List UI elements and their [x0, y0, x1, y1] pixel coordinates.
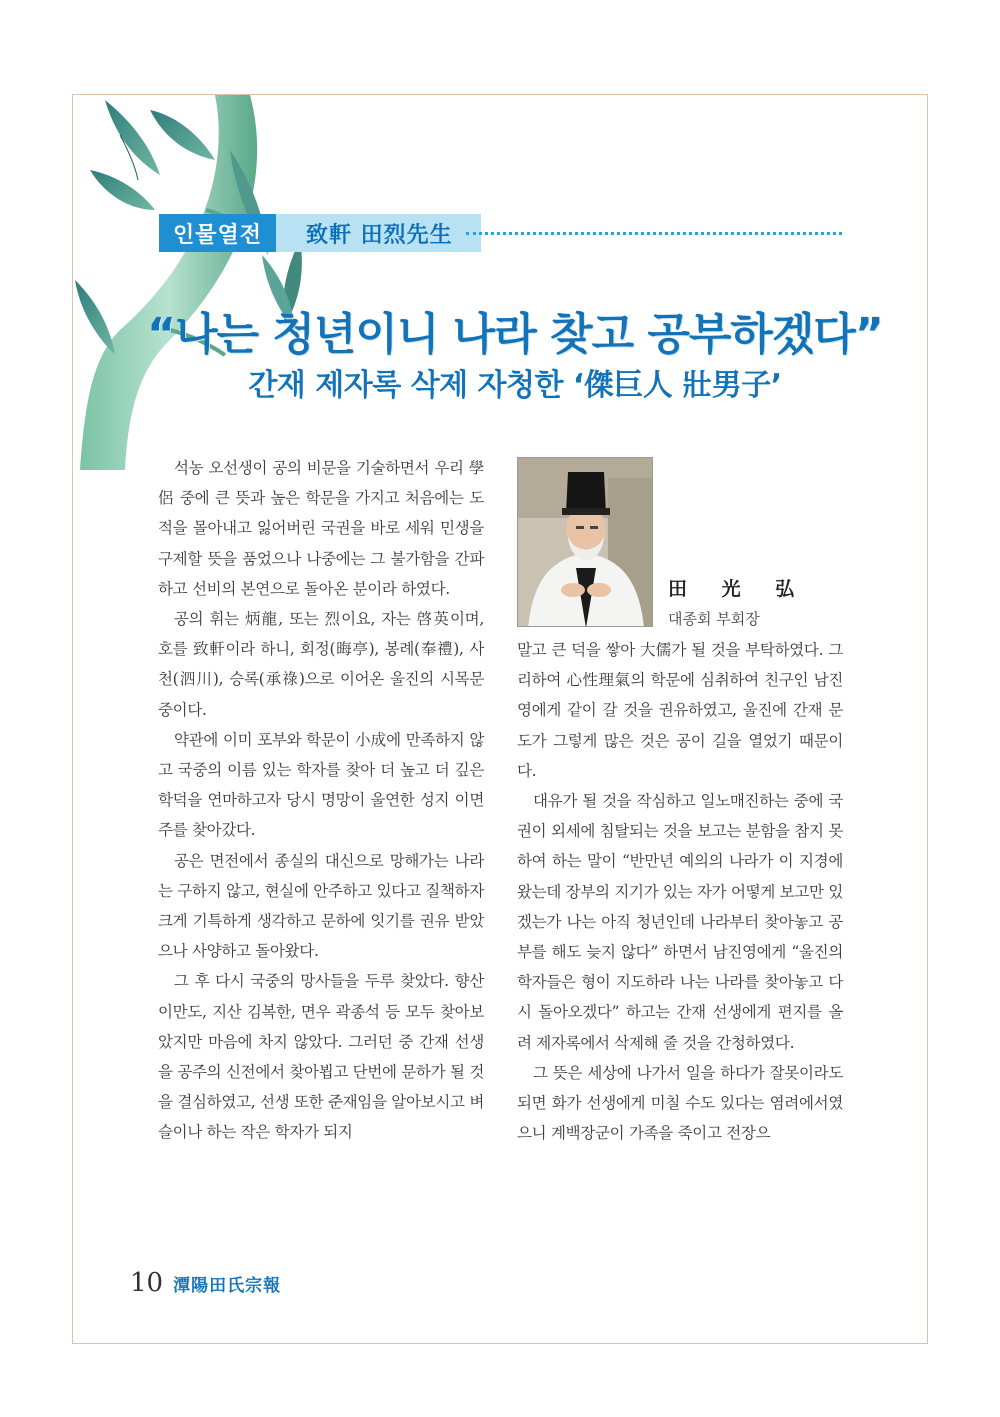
- category-subject: 致軒 田烈先生: [276, 214, 481, 252]
- paragraph: 그 후 다시 국중의 망사들을 두루 찾았다. 향산 이만도, 지산 김복한, 면우 곽종석 등 모두 찾아보았지만 마음에 차지 않았다. 그러던 중 간재 선생을 공주의 신전에서 찾아뵙고 단번에 문하가 될 것을 결심하였고, 선생 또한 준재임을 알아보시고 벼슬이나 하는 작은 학자가 되지: [158, 972, 484, 1142]
- page-footer: [130, 1268, 281, 1298]
- paragraph: 석농 오선생이 공의 비문을 기술하면서 우리 學侶 중에 큰 뜻과 높은 학문을 가지고 처음에는 도적을 몰아내고 잃어버린 국권을 바로 세워 민생을 구제할 뜻을 품었으나 나중에는 그 불가함을 간파하고 선비의 본연으로 돌아온 분이라 하였다.: [158, 459, 484, 598]
- headline: “나는 청년이니 나라 찾고 공부하겠다”: [147, 309, 883, 360]
- paragraph: 공의 휘는 炳龍, 또는 烈이요, 자는 啓英이며, 호를 致軒이라 하니, 회정(晦亭), 봉례(奉禮), 사천(泗川), 승록(承祿)으로 이어온 울진의 시목문중이다.: [158, 610, 484, 719]
- category-label: 인물열전: [159, 214, 276, 252]
- article-column-left: [158, 453, 484, 1148]
- author-name: 田 光 弘: [668, 578, 809, 600]
- paragraph: 공은 면전에서 종실의 대신으로 망해가는 나라는 구하지 않고, 현실에 안주하고 있다고 질책하자 크게 기특하게 생각하고 문하에 잇기를 권유 받았으나 사양하고 돌아왔다.: [158, 851, 484, 961]
- category-banner: [159, 214, 481, 252]
- subheadline: 간재 제자록 삭제 자청한 ‘傑巨人 壯男子’: [248, 368, 782, 403]
- author-photo: [517, 457, 653, 627]
- article-column-right: [517, 635, 843, 1148]
- publication-name: 潭陽田氏宗報: [173, 1276, 282, 1296]
- paragraph: 약관에 이미 포부와 학문이 小成에 만족하지 않고 국중의 이름 있는 학자를 찾아 더 높고 더 깊은 학덕을 연마하고자 당시 명망이 울연한 성지 이면주를 찾아갔다.: [158, 730, 484, 840]
- paragraph: 그 뜻은 세상에 나가서 일을 하다가 잘못이라도 되면 화가 선생에게 미칠 수도 있다는 염려에서였으니 계백장군이 가족을 죽이고 전장으: [517, 1063, 843, 1143]
- dotted-rule: [466, 232, 842, 235]
- author-role: 대종회 부회장: [668, 610, 760, 628]
- page-number: 10: [130, 1268, 164, 1298]
- paragraph: 대유가 될 것을 작심하고 일노매진하는 중에 국권이 외세에 침탈되는 것을 보고는 분함을 참지 못하여 하는 말이 “반만년 예의의 나라가 이 지경에 왔는데 장부의 지기가 있는 자가 어떻게 보고만 있겠는가 나는 아직 청년인데 나라부터 찾아놓고 공부를 해도 늦지 않다” 하면서 남진영에게 “울진의 학자들은 형이 지도하라 나는 나라를 찾아놓고 다시 돌아오겠다” 하고는 간재 선생에게 편지를 올려 제자록에서 삭제해 줄 것을 간청하였다.: [517, 792, 843, 1052]
- paragraph: 말고 큰 덕을 쌓아 大儒가 될 것을 부탁하였다. 그리하여 心性理氣의 학문에 심취하여 친구인 남진영에게 같이 갈 것을 권유하였고, 울진에 간재 문도가 그렇게 많은 것은 공이 길을 열었기 때문이다.: [517, 641, 843, 780]
